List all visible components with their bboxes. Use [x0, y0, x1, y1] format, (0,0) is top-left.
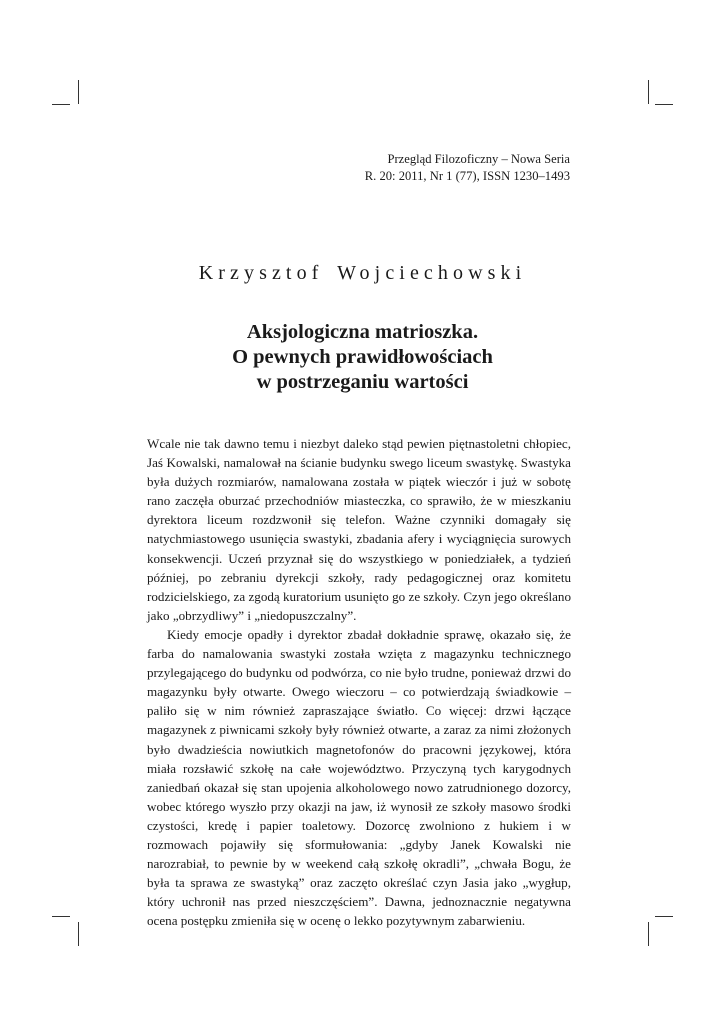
crop-mark	[78, 922, 79, 946]
crop-mark	[648, 80, 649, 104]
crop-mark	[78, 80, 79, 104]
journal-issue: R. 20: 2011, Nr 1 (77), ISSN 1230–1493	[364, 169, 570, 183]
crop-mark	[655, 916, 673, 917]
paragraph: Wcale nie tak dawno temu i niezbyt daleko stąd pewien piętnastoletni chłopiec, Jaś Kowalski, namalował na ścianie budynku swego liceum swastykę. Swastyka była dużych rozmiarów, namalowana została w piątek wieczór i już w sobotę rano zaczęła oburzać przechodniów miasteczka, co sprawiło, że w mieszkaniu dyrektora liceum rozdzwonił się telefon. Ważne czynniki domagały się natychmiastowego usunięcia swastyki, zbadania afery i wyciągnięcia surowych konsekwencji. Uczeń przyznał się do wszystkiego w poniedziałek, a tydzień później, po zebraniu dyrekcji szkoły, rady pedagogicznej oraz komitetu rodzicielskiego, za zgodą kuratorium usunięto go ze szkoły. Czyn jego określano jako „obrzydliwy” i „niedopuszczalny”.	[147, 436, 571, 623]
article-body	[147, 434, 571, 930]
title-line: w postrzeganiu wartości	[256, 371, 469, 393]
journal-header	[365, 151, 570, 185]
crop-mark	[52, 104, 70, 105]
title-line: O pewnych prawidłowościach	[232, 346, 493, 368]
article-title	[0, 320, 725, 395]
author-name: Krzysztof Wojciechowski	[198, 262, 527, 284]
crop-mark	[655, 104, 673, 105]
journal-name: Przegląd Filozoficzny – Nowa Seria	[387, 152, 570, 166]
crop-mark	[648, 922, 649, 946]
crop-mark	[52, 916, 70, 917]
title-line: Aksjologiczna matrioszka.	[246, 321, 479, 343]
paragraph: Kiedy emocje opadły i dyrektor zbadał dokładnie sprawę, okazało się, że farba do namalowania swastyki została wzięta z magazynku technicznego przylegającego do budynku od podwórza, co nie było trudne, ponieważ drzwi do magazynku były otwarte. Owego wieczoru – co potwierdzają świadkowie – paliło się w nim również zapraszające światło. Co więcej: drzwi łączące magazynek z piwnicami szkoły były również otwarte, a zaraz za nimi złożonych było dwadzieścia nowiutkich magnetofonów do pracowni językowej, która miała rozsławić szkołę na całe województwo. Przyczyną tych karygodnych zaniedbań okazał się stan upojenia alkoholowego nowo zatrudnionego dozorcy, wobec którego wyszło przy okazji na jaw, iż wynosił ze szkoły masowo środki czystości, kredę i papier toaletowy. Dozorcę zwolniono z hukiem i w rozmowach pojawiły się sformułowania: „gdyby Janek Kowalski nie narozrabiał, to pewnie by w weekend całą szkołę okradli”, „chwała Bogu, że była ta sprawa ze swastyką” oraz zaczęto określać czyn Jasia jako „wygłup, który uchronił nas przed nieszczęściem”. Dawna, jednoznacznie negatywna ocena postępku zmieniła się w ocenę o lekko pozytywnym zabarwieniu.	[147, 626, 571, 929]
